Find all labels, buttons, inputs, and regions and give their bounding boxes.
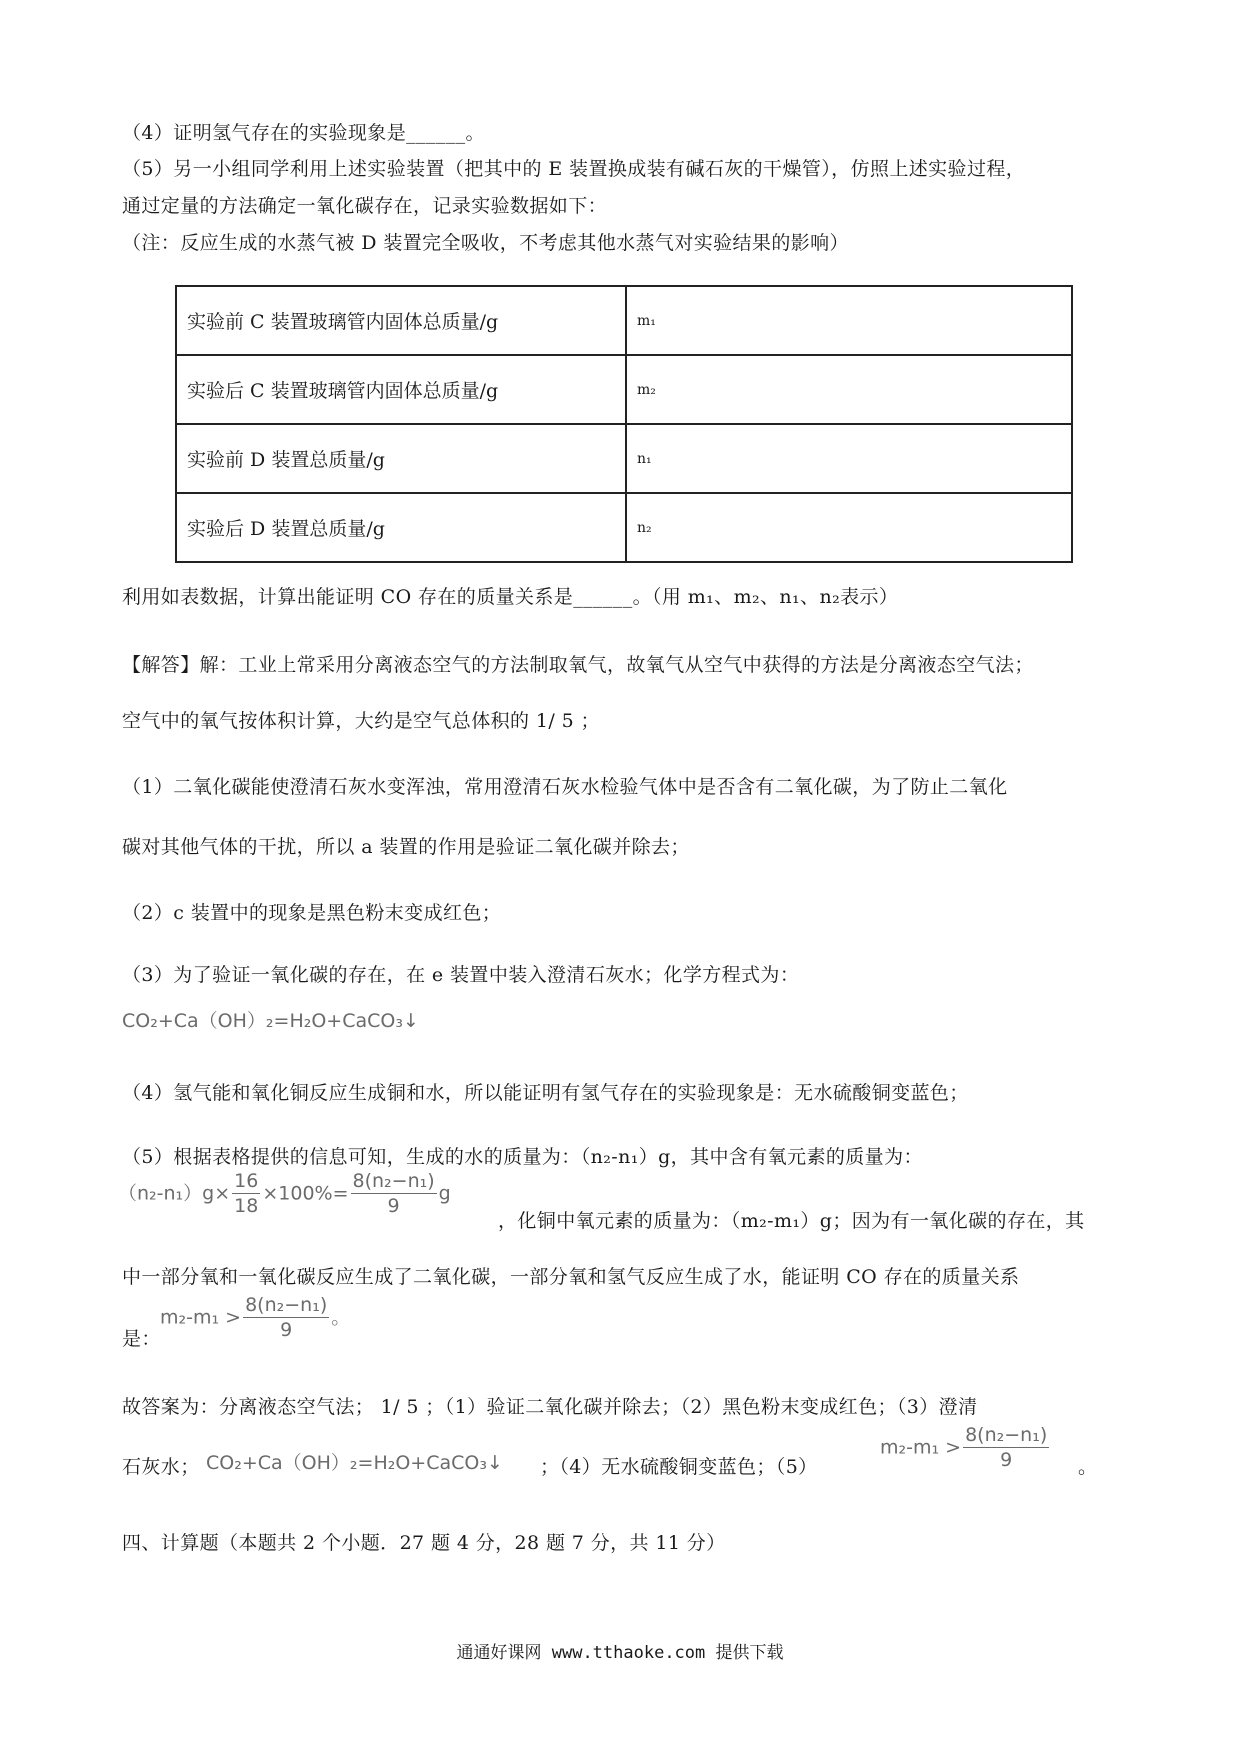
answer-intro-1: 【解答】解：工业上常采用分离液态空气的方法制取氧气，故氧气从空气中获得的方法是分离液态空气法； — [122, 654, 1034, 676]
fraction-denominator: 9 — [1000, 1449, 1013, 1471]
fraction-numerator: 16 — [234, 1170, 259, 1192]
fraction-numerator: 8(n₂−n₁) — [245, 1294, 328, 1316]
final-answer-line-2-end: 。 — [1078, 1456, 1098, 1478]
table-row — [176, 424, 1072, 493]
formula-text: （n₂-n₁）g× — [118, 1182, 231, 1205]
table-row — [176, 355, 1072, 424]
formula-text: m₂-m₁ > — [160, 1306, 242, 1329]
section-heading: 四、计算题（本题共 2 个小题．27 题 4 分，28 题 7 分，共 11 分） — [122, 1532, 726, 1554]
data-table — [175, 285, 1073, 563]
answer-1-line-2: 碳对其他气体的干扰，所以 a 装置的作用是验证二氧化碳并除去； — [122, 836, 690, 858]
fraction-16-18 — [232, 1172, 260, 1216]
question-5-ask: 利用如表数据，计算出能证明 CO 存在的质量关系是______。（用 m₁、m₂、n₁、n₂表示） — [122, 586, 899, 608]
table-row — [176, 493, 1072, 562]
table-cell-label: 实验后 C 装置玻璃管内固体总质量/g — [176, 355, 626, 424]
table-cell-value: n₂ — [626, 493, 1072, 562]
fraction-water-oxygen — [351, 1172, 437, 1216]
table-cell-label: 实验后 D 装置总质量/g — [176, 493, 626, 562]
table-cell-value: n₁ — [626, 424, 1072, 493]
question-5-note: （注：反应生成的水蒸气被 D 装置完全吸收，不考虑其他水蒸气对实验结果的影响） — [122, 232, 849, 254]
answer-3: （3）为了验证一氧化碳的存在，在 e 装置中装入澄清石灰水；化学方程式为： — [122, 964, 800, 986]
table-cell-label: 实验前 C 装置玻璃管内固体总质量/g — [176, 286, 626, 355]
fraction-numerator: 8(n₂−n₁) — [352, 1170, 435, 1192]
formula-text: ×100%= — [262, 1182, 349, 1205]
chemical-equation: CO₂+Ca（OH）₂=H₂O+CaCO₃↓ — [122, 1010, 419, 1032]
oxygen-mass-formula — [118, 1172, 451, 1216]
table-cell-value: m₁ — [626, 286, 1072, 355]
table-cell-value: m₂ — [626, 355, 1072, 424]
answer-intro-2: 空气中的氧气按体积计算，大约是空气总体积的 1/ 5 ； — [122, 710, 600, 732]
fraction-denominator: 9 — [280, 1319, 293, 1341]
page-footer: 通通好课网 www.tthaoke.com 提供下载 — [456, 1643, 784, 1663]
formula-text: m₂-m₁ > — [880, 1436, 962, 1459]
answer-5-line-3: 中一部分氧和一氧化碳反应生成了二氧化碳，一部分氧和氢气反应生成了水，能证明 CO 存在的质量关系 — [122, 1266, 1020, 1288]
co-mass-relation — [880, 1426, 1051, 1470]
final-answer-line-2-start: 石灰水； — [122, 1456, 200, 1478]
question-5-line-2: 通过定量的方法确定一氧化碳存在，记录实验数据如下： — [122, 195, 608, 217]
question-4: （4）证明氢气存在的实验现象是______。 — [122, 122, 485, 144]
formula-text: 。 — [331, 1306, 351, 1329]
formula-text: g — [438, 1182, 451, 1205]
fraction-water-oxygen — [963, 1426, 1049, 1470]
fraction-denominator: 18 — [234, 1195, 259, 1217]
chemical-equation: CO₂+Ca（OH）₂=H₂O+CaCO₃↓ — [206, 1452, 503, 1474]
table-cell-label: 实验前 D 装置总质量/g — [176, 424, 626, 493]
answer-5-line-4: 是： — [122, 1328, 161, 1350]
answer-4: （4）氢气能和氧化铜反应生成铜和水，所以能证明有氢气存在的实验现象是：无水硫酸铜变蓝色； — [122, 1082, 969, 1104]
final-answer-line-1: 故答案为：分离液态空气法； 1/ 5 ；（1）验证二氧化碳并除去；（2）黑色粉末变成红色；（3）澄清 — [122, 1396, 978, 1418]
answer-1-line-1: （1）二氧化碳能使澄清石灰水变浑浊，常用澄清石灰水检验气体中是否含有二氧化碳，为了防止二氧化 — [122, 776, 1008, 798]
answer-2: （2）c 装置中的现象是黑色粉末变成红色； — [122, 902, 502, 924]
fraction-numerator: 8(n₂−n₁) — [965, 1424, 1048, 1446]
answer-5-line-1: （5）根据表格提供的信息可知，生成的水的质量为：（n₂-n₁）g，其中含有氧元素的质量为： — [122, 1146, 923, 1168]
question-5-line-1: （5）另一小组同学利用上述实验装置（把其中的 E 装置换成装有碱石灰的干燥管），仿照上述实验过程， — [122, 158, 1026, 180]
table-row — [176, 286, 1072, 355]
fraction-denominator: 9 — [387, 1195, 400, 1217]
fraction-water-oxygen — [243, 1296, 329, 1340]
co-mass-relation — [160, 1296, 350, 1340]
final-answer-line-2-middle: ；（4）无水硫酸铜变蓝色；（5） — [540, 1456, 818, 1478]
answer-5-line-2: ，化铜中氧元素的质量为：（m₂-m₁）g；因为有一氧化碳的存在，其 — [498, 1210, 1085, 1232]
